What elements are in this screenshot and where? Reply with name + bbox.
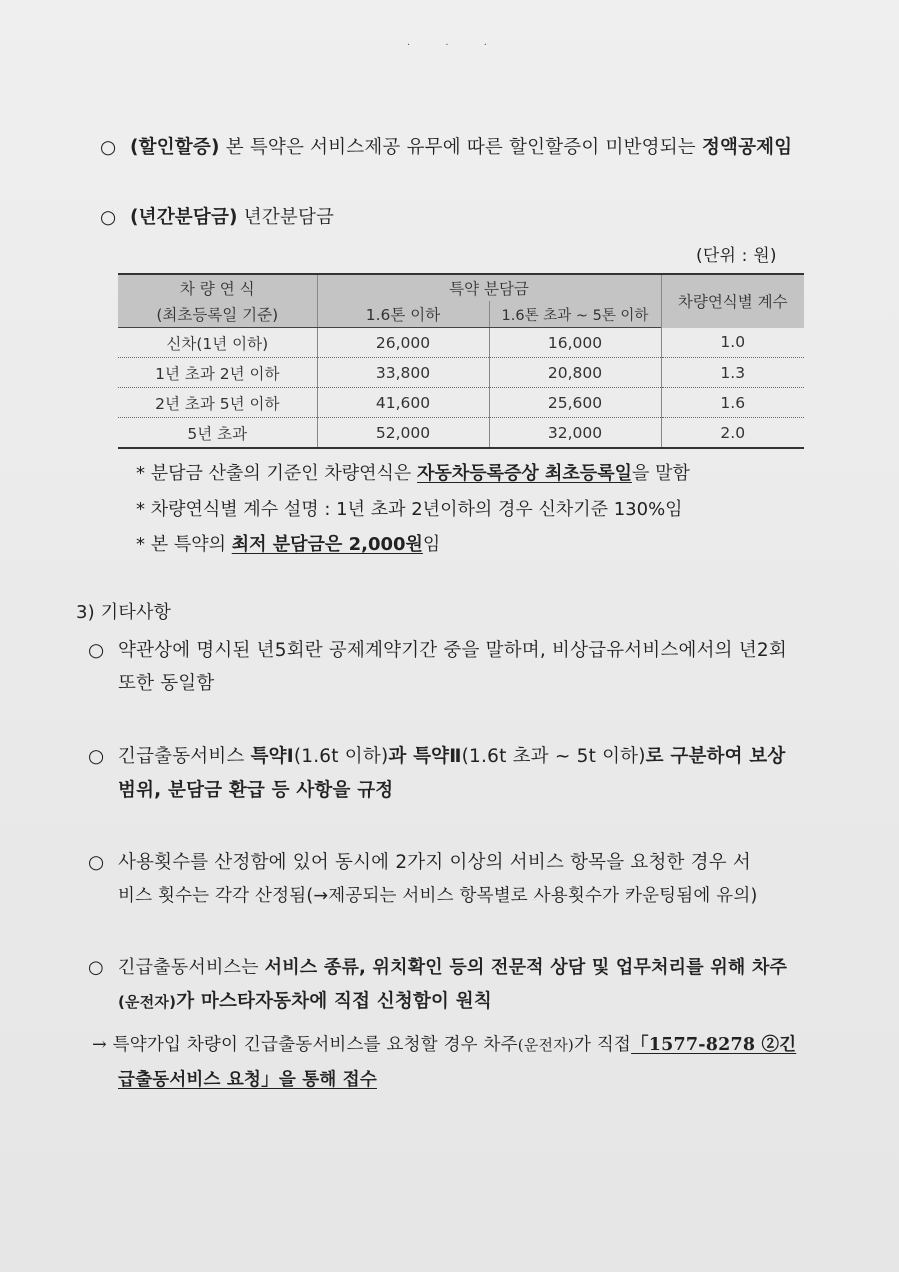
annual-fee-heading <box>100 203 334 229</box>
note-text: 분담금 산출의 기준인 차량연식은 <box>145 463 418 484</box>
cell-age: 5년 초과 <box>118 418 317 449</box>
item4-small: (운전자) <box>118 993 177 1011</box>
note-line <box>136 530 440 556</box>
section-title: 3) 기타사항 <box>76 602 172 623</box>
cell-age: 1년 초과 2년 이하 <box>118 358 317 388</box>
note-star: * <box>136 534 145 555</box>
item4-bold-tail: 가 마스타자동차에 직접 신청함이 원칙 <box>176 991 492 1012</box>
cell-fee1: 41,600 <box>317 388 489 418</box>
annual-label: (년간분담금) <box>130 207 238 228</box>
cell-coef: 1.6 <box>661 388 804 418</box>
item1-text: 약관상에 명시된 년5회란 공제계약기간 중을 말하며, 비상급유서비스에서의 년2회 <box>118 640 787 661</box>
note-line <box>136 495 683 521</box>
circle-bullet-icon: ○ <box>88 746 105 767</box>
circle-bullet-icon: ○ <box>100 137 117 158</box>
item4-line1 <box>88 953 787 979</box>
header-fee-col1: 1.6톤 이하 <box>317 301 489 328</box>
table-row <box>118 418 804 449</box>
unit-label: (단위 : 원) <box>696 246 777 266</box>
cell-fee1: 26,000 <box>317 328 489 358</box>
annual-text: 년간분담금 <box>237 207 335 228</box>
cell-fee2: 32,000 <box>489 418 661 449</box>
discount-paragraph <box>100 133 792 159</box>
item3-line2: 비스 횟수는 각각 산정됨(→제공되는 서비스 항목별로 사용횟수가 카운팅됨에 유의) <box>118 886 758 906</box>
cell-fee2: 20,800 <box>489 358 661 388</box>
note-tail: 을 말함 <box>631 463 690 484</box>
circle-bullet-icon: ○ <box>88 640 105 661</box>
item3-line1 <box>88 848 751 874</box>
note-star: * <box>136 499 145 520</box>
item2-line1 <box>88 742 785 768</box>
cell-fee1: 52,000 <box>317 418 489 449</box>
item2-text-c: (1.6t 초과 ~ 5t 이하) <box>461 746 646 767</box>
circle-bullet-icon: ○ <box>88 852 105 873</box>
scan-dots: · · · <box>407 40 503 51</box>
arrow-line2: 급출동서비스 요청」을 통해 접수 <box>118 1070 377 1090</box>
item2-bold-c: 로 구분하여 보상 <box>645 746 786 767</box>
table-row <box>118 328 804 358</box>
cell-fee2: 25,600 <box>489 388 661 418</box>
fee-table <box>118 273 804 449</box>
item1-line1 <box>88 636 787 662</box>
cell-fee2: 16,000 <box>489 328 661 358</box>
cell-fee1: 33,800 <box>317 358 489 388</box>
arrow-small: (운전자) <box>517 1036 574 1054</box>
cell-coef: 2.0 <box>661 418 804 449</box>
cell-coef: 1.3 <box>661 358 804 388</box>
table-row <box>118 388 804 418</box>
note-emphasis: 자동차등록증상 최초등록일 <box>417 463 632 484</box>
arrow-line1 <box>92 1031 796 1056</box>
discount-label: (할인할증) <box>130 137 220 158</box>
header-fee-title: 특약 분담금 <box>317 274 661 301</box>
table-row <box>118 358 804 388</box>
item2-text-b: (1.6t 이하) <box>293 746 389 767</box>
item4-text: 긴급출동서비스는 <box>118 957 265 978</box>
note-text: 본 특약의 <box>145 534 232 555</box>
item2-bold-b: 과 특약Ⅱ <box>388 746 462 767</box>
header-coef: 차량연식별 계수 <box>661 274 804 328</box>
item2-line2: 범위, 분담금 환급 등 사항을 규정 <box>118 780 394 801</box>
note-text: 차량연식별 계수 설명 : 1년 초과 2년이하의 경우 신차기준 130%임 <box>145 499 683 520</box>
cell-age: 2년 초과 5년 이하 <box>118 388 317 418</box>
item2-bold-a: 특약Ⅰ <box>250 746 294 767</box>
arrow-text-a: 특약가입 차량이 긴급출동서비스를 요청할 경우 차주 <box>106 1035 518 1055</box>
circle-bullet-icon: ○ <box>100 207 117 228</box>
item3-text: 사용횟수를 산정함에 있어 동시에 2가지 이상의 서비스 항목을 요청한 경우 서 <box>118 852 751 873</box>
item4-bold: 서비스 종류, 위치확인 등의 전문적 상담 및 업무처리를 위해 차주 <box>264 957 788 978</box>
note-line <box>136 459 690 485</box>
item1-line2: 또한 동일함 <box>118 673 215 694</box>
arrow-icon: → <box>92 1035 107 1055</box>
header-age-sub: (최초등록일 기준) <box>118 301 317 328</box>
cell-age: 신차(1년 이하) <box>118 328 317 358</box>
header-age-title: 차 량 연 식 <box>118 274 317 301</box>
arrow-text-b: 가 직접 <box>573 1035 632 1055</box>
header-fee-col2: 1.6톤 초과 ~ 5톤 이하 <box>489 301 661 328</box>
item4-line2 <box>118 987 492 1013</box>
arrow-underlined-a: 「1577-8278 ②긴 <box>631 1035 797 1055</box>
discount-bold-tail: 정액공제임 <box>701 137 793 158</box>
note-star: * <box>136 463 145 484</box>
cell-coef: 1.0 <box>661 328 804 358</box>
note-tail: 임 <box>422 534 441 555</box>
circle-bullet-icon: ○ <box>88 957 104 978</box>
note-emphasis: 최저 분담금은 2,000원 <box>231 534 423 555</box>
item2-text-a: 긴급출동서비스 <box>118 746 251 767</box>
discount-text: 본 특약은 서비스제공 유무에 따른 할인할증이 미반영되는 <box>219 137 702 158</box>
